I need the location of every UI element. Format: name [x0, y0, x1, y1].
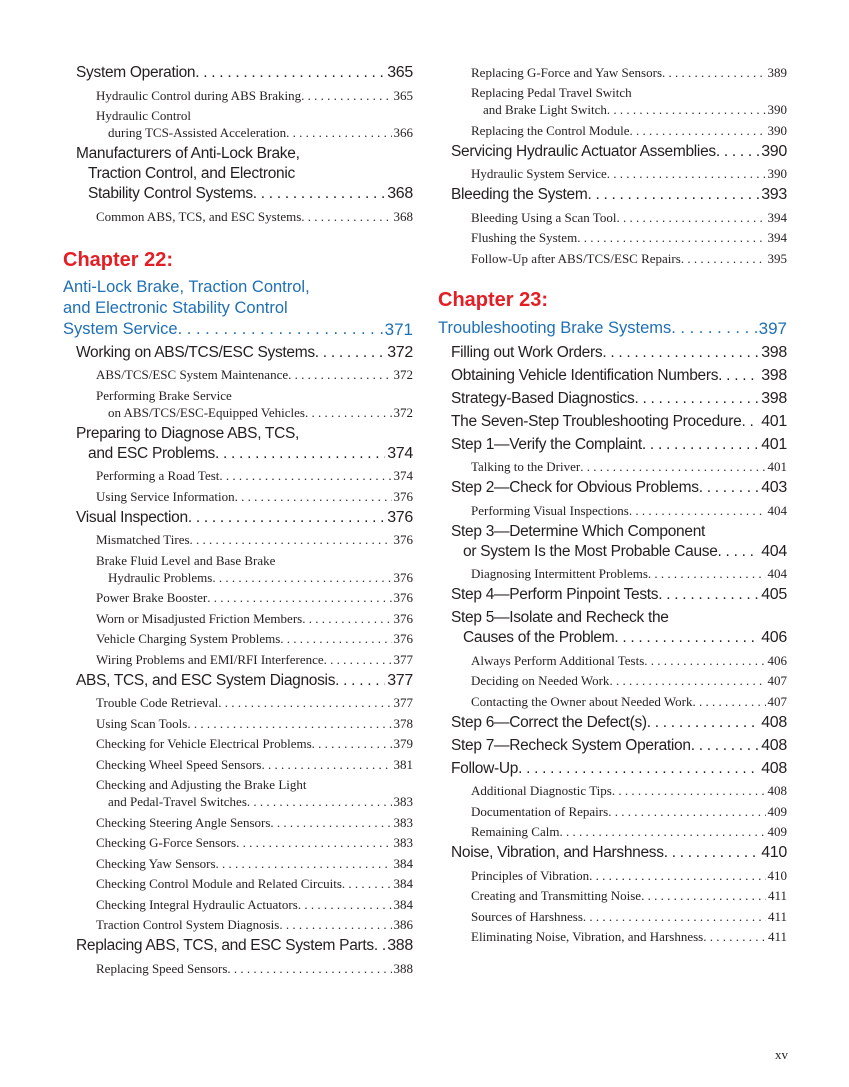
toc-subsection-entry[interactable]	[63, 589, 413, 606]
toc-section-entry[interactable]	[438, 142, 787, 162]
dot-leader	[207, 589, 391, 606]
toc-section-entry[interactable]	[438, 185, 787, 205]
toc-subsection-entry[interactable]	[63, 834, 413, 851]
entry-page-number: 408	[761, 736, 787, 754]
entry-title: Eliminating Noise, Vibration, and Harshness	[471, 929, 704, 944]
entry-title: Checking G-Force Sensors	[96, 835, 237, 850]
dot-leader	[587, 185, 759, 205]
entry-title: Obtaining Vehicle Identification Numbers	[451, 366, 719, 384]
entry-title: Performing Visual Inspections	[471, 502, 629, 518]
entry-page-number: 377	[387, 671, 413, 689]
dot-leader	[648, 565, 766, 582]
chapter-label: Chapter 22:	[63, 248, 174, 271]
dot-leader	[644, 652, 765, 669]
toc-subsection-entry[interactable]	[63, 960, 413, 977]
toc-subsection-entry[interactable]	[63, 630, 413, 647]
toc-subsection-entry[interactable]	[438, 458, 787, 475]
toc-subsection-entry[interactable]	[63, 715, 413, 732]
entry-title: Filling out Work Orders	[451, 343, 603, 361]
dot-leader	[518, 759, 759, 779]
dot-leader	[253, 184, 385, 204]
entry-page-number: 401	[761, 435, 787, 453]
entry-title-line: Manufacturers of Anti-Lock Brake,	[76, 145, 300, 162]
entry-page-number: 376	[393, 610, 413, 626]
dot-leader	[188, 508, 385, 528]
dot-leader	[324, 651, 392, 668]
toc-section-entry[interactable]	[63, 424, 413, 464]
entry-page-number: 365	[393, 87, 413, 103]
entry-title: Checking Steering Angle Sensors	[96, 814, 271, 830]
entry-title: Bleeding Using a Scan Tool	[471, 209, 617, 225]
dot-leader	[607, 101, 766, 118]
toc-section-entry[interactable]	[438, 435, 787, 455]
dot-leader	[305, 404, 392, 421]
toc-section-entry[interactable]	[438, 522, 787, 562]
dot-leader	[212, 569, 391, 586]
dot-leader	[703, 928, 766, 945]
dot-leader	[699, 478, 760, 498]
dot-leader	[236, 834, 391, 851]
dot-leader	[647, 713, 759, 733]
dot-leader	[187, 715, 391, 732]
dot-leader	[235, 488, 392, 505]
dot-leader	[302, 610, 391, 627]
dot-leader	[671, 318, 756, 339]
chapter-title	[438, 318, 787, 339]
page-number: xv	[775, 1047, 788, 1062]
entry-page-number: 404	[767, 502, 787, 518]
entry-page-number: 408	[761, 713, 787, 731]
toc-subsection-entry[interactable]	[63, 916, 413, 933]
entry-title: Step 6—Correct the Defect(s)	[451, 713, 647, 731]
chapter-page-number: 371	[384, 319, 413, 339]
dot-leader	[614, 628, 759, 648]
dot-leader	[642, 435, 759, 455]
entry-page-number: 411	[767, 888, 787, 903]
dot-leader	[589, 867, 765, 884]
dot-leader	[270, 814, 391, 831]
entry-page-number: 409	[767, 824, 787, 839]
entry-title: during TCS-Assisted Acceleration	[108, 125, 287, 140]
toc-section-entry[interactable]	[438, 389, 787, 409]
entry-title: Servicing Hydraulic Actuator Assemblies	[451, 142, 716, 160]
chapter-title	[63, 277, 413, 340]
entry-page-number: 368	[387, 185, 413, 202]
dot-leader	[664, 843, 760, 863]
entry-page-number: 376	[393, 590, 413, 605]
entry-page-number: 384	[393, 855, 413, 871]
entry-title: and Brake Light Switch	[483, 102, 607, 117]
entry-title: Replacing the Control Module	[471, 122, 630, 138]
dot-leader	[315, 343, 385, 363]
entry-page-number: 390	[767, 122, 787, 138]
toc-column-right	[438, 60, 787, 945]
entry-page-number: 401	[761, 412, 787, 430]
entry-title: Always Perform Additional Tests	[471, 652, 645, 668]
toc-subsection-entry[interactable]	[63, 694, 413, 711]
entry-title: Checking Yaw Sensors	[96, 855, 216, 871]
entry-page-number: 376	[393, 631, 413, 646]
entry-page-number: 404	[761, 542, 787, 560]
dot-leader	[612, 782, 766, 799]
dot-leader	[216, 855, 392, 872]
toc-section-entry[interactable]	[438, 585, 787, 605]
toc-section-entry[interactable]	[63, 671, 413, 691]
dot-leader	[577, 229, 765, 246]
toc-subsection-entry[interactable]	[438, 229, 787, 246]
entry-title: Documentation of Repairs	[471, 803, 609, 819]
dot-leader	[301, 208, 391, 225]
toc-subsection-entry[interactable]	[438, 209, 787, 226]
entry-title: Follow-Up	[451, 759, 519, 777]
toc-section-entry[interactable]	[438, 713, 787, 733]
toc-subsection-entry[interactable]	[438, 803, 787, 820]
entry-title: Working on ABS/TCS/ESC Systems	[76, 343, 315, 361]
dot-leader	[662, 64, 765, 81]
entry-page-number: 383	[393, 835, 413, 850]
entry-title: Replacing G-Force and Yaw Sensors	[471, 64, 663, 80]
entry-page-number: 376	[393, 532, 413, 547]
dot-leader	[178, 319, 383, 340]
dot-leader	[658, 585, 759, 605]
toc-subsection-entry[interactable]	[63, 875, 413, 892]
entry-page-number: 374	[393, 468, 413, 483]
entry-page-number: 411	[767, 929, 787, 944]
toc-subsection-entry[interactable]	[438, 250, 787, 267]
entry-title: Diagnosing Intermittent Problems	[471, 566, 648, 581]
entry-title-line: Performing Brake Service	[96, 387, 232, 403]
toc-subsection-entry[interactable]	[438, 823, 787, 840]
entry-page-number: 386	[393, 917, 413, 932]
toc-section-entry[interactable]	[438, 608, 787, 648]
dot-leader	[280, 630, 391, 647]
entry-title: ABS, TCS, and ESC System Diagnosis	[76, 671, 336, 689]
dot-leader	[215, 444, 385, 464]
entry-title: Visual Inspection	[76, 508, 188, 526]
dot-leader	[583, 908, 766, 925]
chapter-title-line: Troubleshooting Brake Systems	[438, 318, 672, 337]
dot-leader	[634, 389, 759, 409]
dot-leader	[691, 736, 760, 756]
entry-page-number: 408	[767, 783, 787, 798]
dot-leader	[312, 735, 392, 752]
dot-leader	[227, 960, 391, 977]
entry-page-number: 398	[761, 389, 787, 407]
entry-page-number: 376	[393, 488, 413, 504]
entry-title: Principles of Vibration	[471, 867, 590, 883]
toc-subsection-entry[interactable]	[438, 565, 787, 582]
dot-leader	[374, 936, 385, 956]
chapter-page-number: 397	[758, 318, 787, 338]
entry-title: Step 4—Perform Pinpoint Tests	[451, 586, 659, 603]
entry-page-number: 398	[761, 343, 787, 361]
dot-leader	[741, 412, 759, 432]
entry-title: and Pedal-Travel Switches	[108, 794, 247, 809]
entry-title: Causes of the Problem	[463, 629, 615, 646]
entry-title-line: Step 3—Determine Which Component	[451, 522, 706, 540]
toc-section-entry[interactable]	[63, 508, 413, 528]
entry-title: Step 7—Recheck System Operation	[451, 736, 691, 754]
toc-subsection-entry[interactable]	[438, 693, 787, 710]
toc-subsection-entry[interactable]	[438, 782, 787, 799]
dot-leader	[630, 122, 766, 139]
entry-title: Strategy-Based Diagnostics	[451, 389, 635, 407]
entry-title: Step 2—Check for Obvious Problems	[451, 479, 699, 496]
chapter-title-line: Anti-Lock Brake, Traction Control,	[63, 277, 310, 296]
entry-title: Talking to the Driver	[471, 459, 581, 474]
toc-entries-right	[438, 343, 787, 946]
entry-title: Worn or Misadjusted Friction Members	[96, 610, 303, 626]
dot-leader	[718, 542, 760, 562]
entry-title: Replacing Speed Sensors	[96, 960, 228, 976]
entry-title: Remaining Calm	[471, 824, 560, 839]
entry-title: Vehicle Charging System Problems	[96, 631, 281, 646]
entry-page-number: 407	[767, 693, 787, 709]
dot-leader	[342, 875, 392, 892]
entry-page-number: 401	[767, 459, 787, 474]
toc-subsection-entry[interactable]	[438, 928, 787, 945]
toc-subsection-entry[interactable]	[438, 165, 787, 182]
toc-subsection-entry[interactable]	[63, 531, 413, 548]
toc-subsection-entry[interactable]	[438, 867, 787, 884]
dot-leader	[301, 87, 391, 104]
dot-leader	[692, 693, 765, 710]
entry-page-number: 388	[387, 937, 413, 954]
entry-title: and ESC Problems	[88, 444, 216, 462]
dot-leader	[718, 366, 759, 386]
dot-leader	[716, 142, 759, 162]
entry-title-line: Checking and Adjusting the Brake Light	[96, 777, 307, 792]
dot-leader	[609, 672, 765, 689]
entry-title: System Operation	[76, 64, 196, 81]
dot-leader	[219, 467, 391, 484]
entry-title-line: Brake Fluid Level and Base Brake	[96, 552, 276, 568]
toc-subsection-entry[interactable]	[438, 652, 787, 669]
dot-leader	[279, 916, 391, 933]
toc-subsection-entry[interactable]	[438, 84, 787, 118]
toc-entries-top-left	[63, 63, 413, 225]
chapter-label: Chapter 23:	[438, 288, 549, 311]
entry-title: Checking for Vehicle Electrical Problems	[96, 736, 312, 751]
entry-page-number: 383	[393, 794, 413, 809]
entry-page-number: 411	[767, 908, 787, 924]
entry-title: Deciding on Needed Work	[471, 673, 610, 688]
toc-subsection-entry[interactable]	[63, 552, 413, 586]
entry-title: Hydraulic System Service	[471, 166, 607, 181]
entry-page-number: 372	[393, 404, 413, 420]
toc-subsection-entry[interactable]	[438, 908, 787, 925]
entry-title: Common ABS, TCS, and ESC Systems	[96, 208, 302, 224]
dot-leader	[607, 165, 766, 182]
toc-section-entry[interactable]	[438, 412, 787, 432]
entry-page-number: 407	[767, 673, 787, 688]
dot-leader	[629, 502, 766, 519]
entry-page-number: 365	[387, 64, 413, 81]
dot-leader	[616, 209, 765, 226]
dot-leader	[559, 823, 765, 840]
entry-title-line: Traction Control, and Electronic	[88, 165, 295, 182]
toc-subsection-entry[interactable]	[63, 87, 413, 104]
entry-title: Traction Control System Diagnosis	[96, 917, 280, 932]
entry-page-number: 398	[761, 366, 787, 384]
entry-page-number: 390	[767, 166, 787, 181]
entry-page-number: 406	[767, 652, 787, 668]
entry-page-number: 368	[393, 208, 413, 224]
toc-subsection-entry[interactable]	[63, 488, 413, 505]
toc-subsection-entry[interactable]	[63, 814, 413, 831]
toc-subsection-entry[interactable]	[438, 502, 787, 519]
entry-page-number: 410	[761, 844, 787, 861]
entry-page-number: 381	[393, 756, 413, 772]
entry-title: Checking Control Module and Related Circuits	[96, 876, 342, 891]
toc-entries-left	[63, 343, 413, 977]
toc-subsection-entry[interactable]	[63, 366, 413, 383]
toc-section-entry[interactable]	[63, 144, 413, 204]
toc-subsection-entry[interactable]	[63, 610, 413, 627]
toc-section-entry[interactable]	[438, 478, 787, 498]
toc-subsection-entry[interactable]	[63, 896, 413, 913]
entry-title: Creating and Transmitting Noise	[471, 888, 642, 903]
entry-title: Using Service Information	[96, 488, 235, 504]
toc-entries-top-right	[438, 64, 787, 267]
entry-page-number: 389	[767, 64, 787, 80]
chapter-title-line: and Electronic Stability Control	[63, 298, 288, 317]
toc-subsection-entry[interactable]	[438, 672, 787, 689]
entry-page-number: 393	[761, 186, 787, 203]
toc-column-left	[63, 60, 413, 977]
toc-subsection-entry[interactable]	[63, 467, 413, 484]
entry-page-number: 379	[393, 736, 413, 751]
entry-title: Using Scan Tools	[96, 715, 188, 731]
entry-title: or System Is the Most Probable Cause	[463, 542, 718, 560]
entry-title: Performing a Road Test	[96, 468, 220, 483]
toc-section-entry[interactable]	[63, 343, 413, 363]
entry-page-number: 394	[767, 230, 787, 245]
entry-page-number: 384	[393, 876, 413, 891]
dot-leader	[247, 793, 392, 810]
dot-leader	[608, 803, 765, 820]
toc-section-entry[interactable]	[438, 759, 787, 779]
toc-subsection-entry[interactable]	[63, 651, 413, 668]
entry-title: The Seven-Step Troubleshooting Procedure	[451, 412, 742, 430]
entry-title: Hydraulic Problems	[108, 569, 213, 585]
toc-section-entry[interactable]	[438, 843, 787, 863]
entry-title: Bleeding the System	[451, 186, 588, 203]
toc-section-entry[interactable]	[438, 736, 787, 756]
entry-title: Hydraulic Control during ABS Braking	[96, 87, 302, 103]
entry-page-number: 410	[767, 867, 787, 883]
entry-page-number: 408	[761, 759, 787, 777]
toc-subsection-entry[interactable]	[63, 208, 413, 225]
entry-title: Flushing the System	[471, 230, 578, 245]
entry-title: Power Brake Booster	[96, 590, 208, 605]
dot-leader	[298, 896, 392, 913]
toc-section-entry[interactable]	[438, 366, 787, 386]
entry-title: Stability Control Systems	[88, 185, 253, 202]
dot-leader	[286, 124, 391, 141]
entry-title: Contacting the Owner about Needed Work	[471, 693, 693, 709]
entry-title: Sources of Harshness	[471, 908, 583, 924]
toc-subsection-entry[interactable]	[63, 107, 413, 141]
entry-page-number: 372	[393, 367, 413, 382]
entry-title-line: Hydraulic Control	[96, 108, 191, 123]
entry-page-number: 405	[761, 586, 787, 603]
dot-leader	[261, 756, 391, 773]
entry-page-number: 377	[393, 695, 413, 710]
entry-title: Trouble Code Retrieval	[96, 695, 219, 710]
toc-subsection-entry[interactable]	[63, 735, 413, 752]
entry-title: Additional Diagnostic Tips	[471, 783, 612, 798]
entry-page-number: 377	[393, 651, 413, 667]
entry-page-number: 406	[761, 629, 787, 646]
toc-section-entry[interactable]	[63, 936, 413, 956]
dot-leader	[335, 671, 385, 691]
entry-page-number: 395	[767, 250, 787, 266]
toc-subsection-entry[interactable]	[63, 756, 413, 773]
entry-page-number: 366	[393, 125, 413, 140]
dot-leader	[288, 366, 391, 383]
entry-page-number: 390	[767, 102, 787, 117]
entry-title-line: Replacing Pedal Travel Switch	[471, 85, 632, 100]
toc-subsection-entry[interactable]	[438, 887, 787, 904]
toc-section-entry[interactable]	[63, 63, 413, 83]
chapter-title-line: System Service	[63, 319, 178, 338]
dot-leader	[190, 531, 392, 548]
chapter-22-heading[interactable]	[63, 247, 413, 340]
toc-subsection-entry[interactable]	[63, 387, 413, 421]
entry-page-number: 383	[393, 814, 413, 830]
toc-section-entry[interactable]	[438, 343, 787, 363]
entry-page-number: 403	[761, 479, 787, 496]
entry-title-line: Preparing to Diagnose ABS, TCS,	[76, 424, 300, 442]
entry-page-number: 372	[387, 343, 413, 361]
dot-leader	[602, 343, 759, 363]
entry-page-number: 394	[767, 209, 787, 225]
entry-page-number: 390	[761, 142, 787, 160]
dot-leader	[195, 63, 385, 83]
toc-subsection-entry[interactable]	[438, 64, 787, 81]
entry-title: Wiring Problems and EMI/RFI Interference	[96, 651, 324, 667]
entry-page-number: 388	[393, 960, 413, 976]
entry-page-number: 376	[393, 569, 413, 585]
entry-title: Checking Wheel Speed Sensors	[96, 756, 262, 772]
entry-title: Follow-Up after ABS/TCS/ESC Repairs	[471, 250, 681, 266]
toc-subsection-entry[interactable]	[63, 776, 413, 810]
entry-title: on ABS/TCS/ESC-Equipped Vehicles	[108, 404, 305, 420]
entry-title: Mismatched Tires	[96, 532, 190, 547]
dot-leader	[218, 694, 391, 711]
entry-page-number: 374	[387, 444, 413, 462]
entry-page-number: 404	[767, 566, 787, 581]
entry-title: Replacing ABS, TCS, and ESC System Parts	[76, 937, 374, 954]
toc-subsection-entry[interactable]	[438, 122, 787, 139]
dot-leader	[580, 458, 765, 475]
chapter-23-heading[interactable]	[438, 287, 787, 339]
toc-subsection-entry[interactable]	[63, 855, 413, 872]
entry-title: Checking Integral Hydraulic Actuators	[96, 896, 298, 912]
entry-title: Noise, Vibration, and Harshness	[451, 844, 664, 861]
entry-page-number: 378	[393, 715, 413, 731]
entry-page-number: 384	[393, 896, 413, 912]
dot-leader	[681, 250, 766, 267]
entry-page-number: 409	[767, 803, 787, 819]
entry-page-number: 376	[387, 508, 413, 526]
entry-title-line: Step 5—Isolate and Recheck the	[451, 609, 669, 626]
entry-title: Step 1—Verify the Complaint	[451, 435, 642, 453]
dot-leader	[641, 887, 766, 904]
entry-title: ABS/TCS/ESC System Maintenance	[96, 367, 289, 382]
